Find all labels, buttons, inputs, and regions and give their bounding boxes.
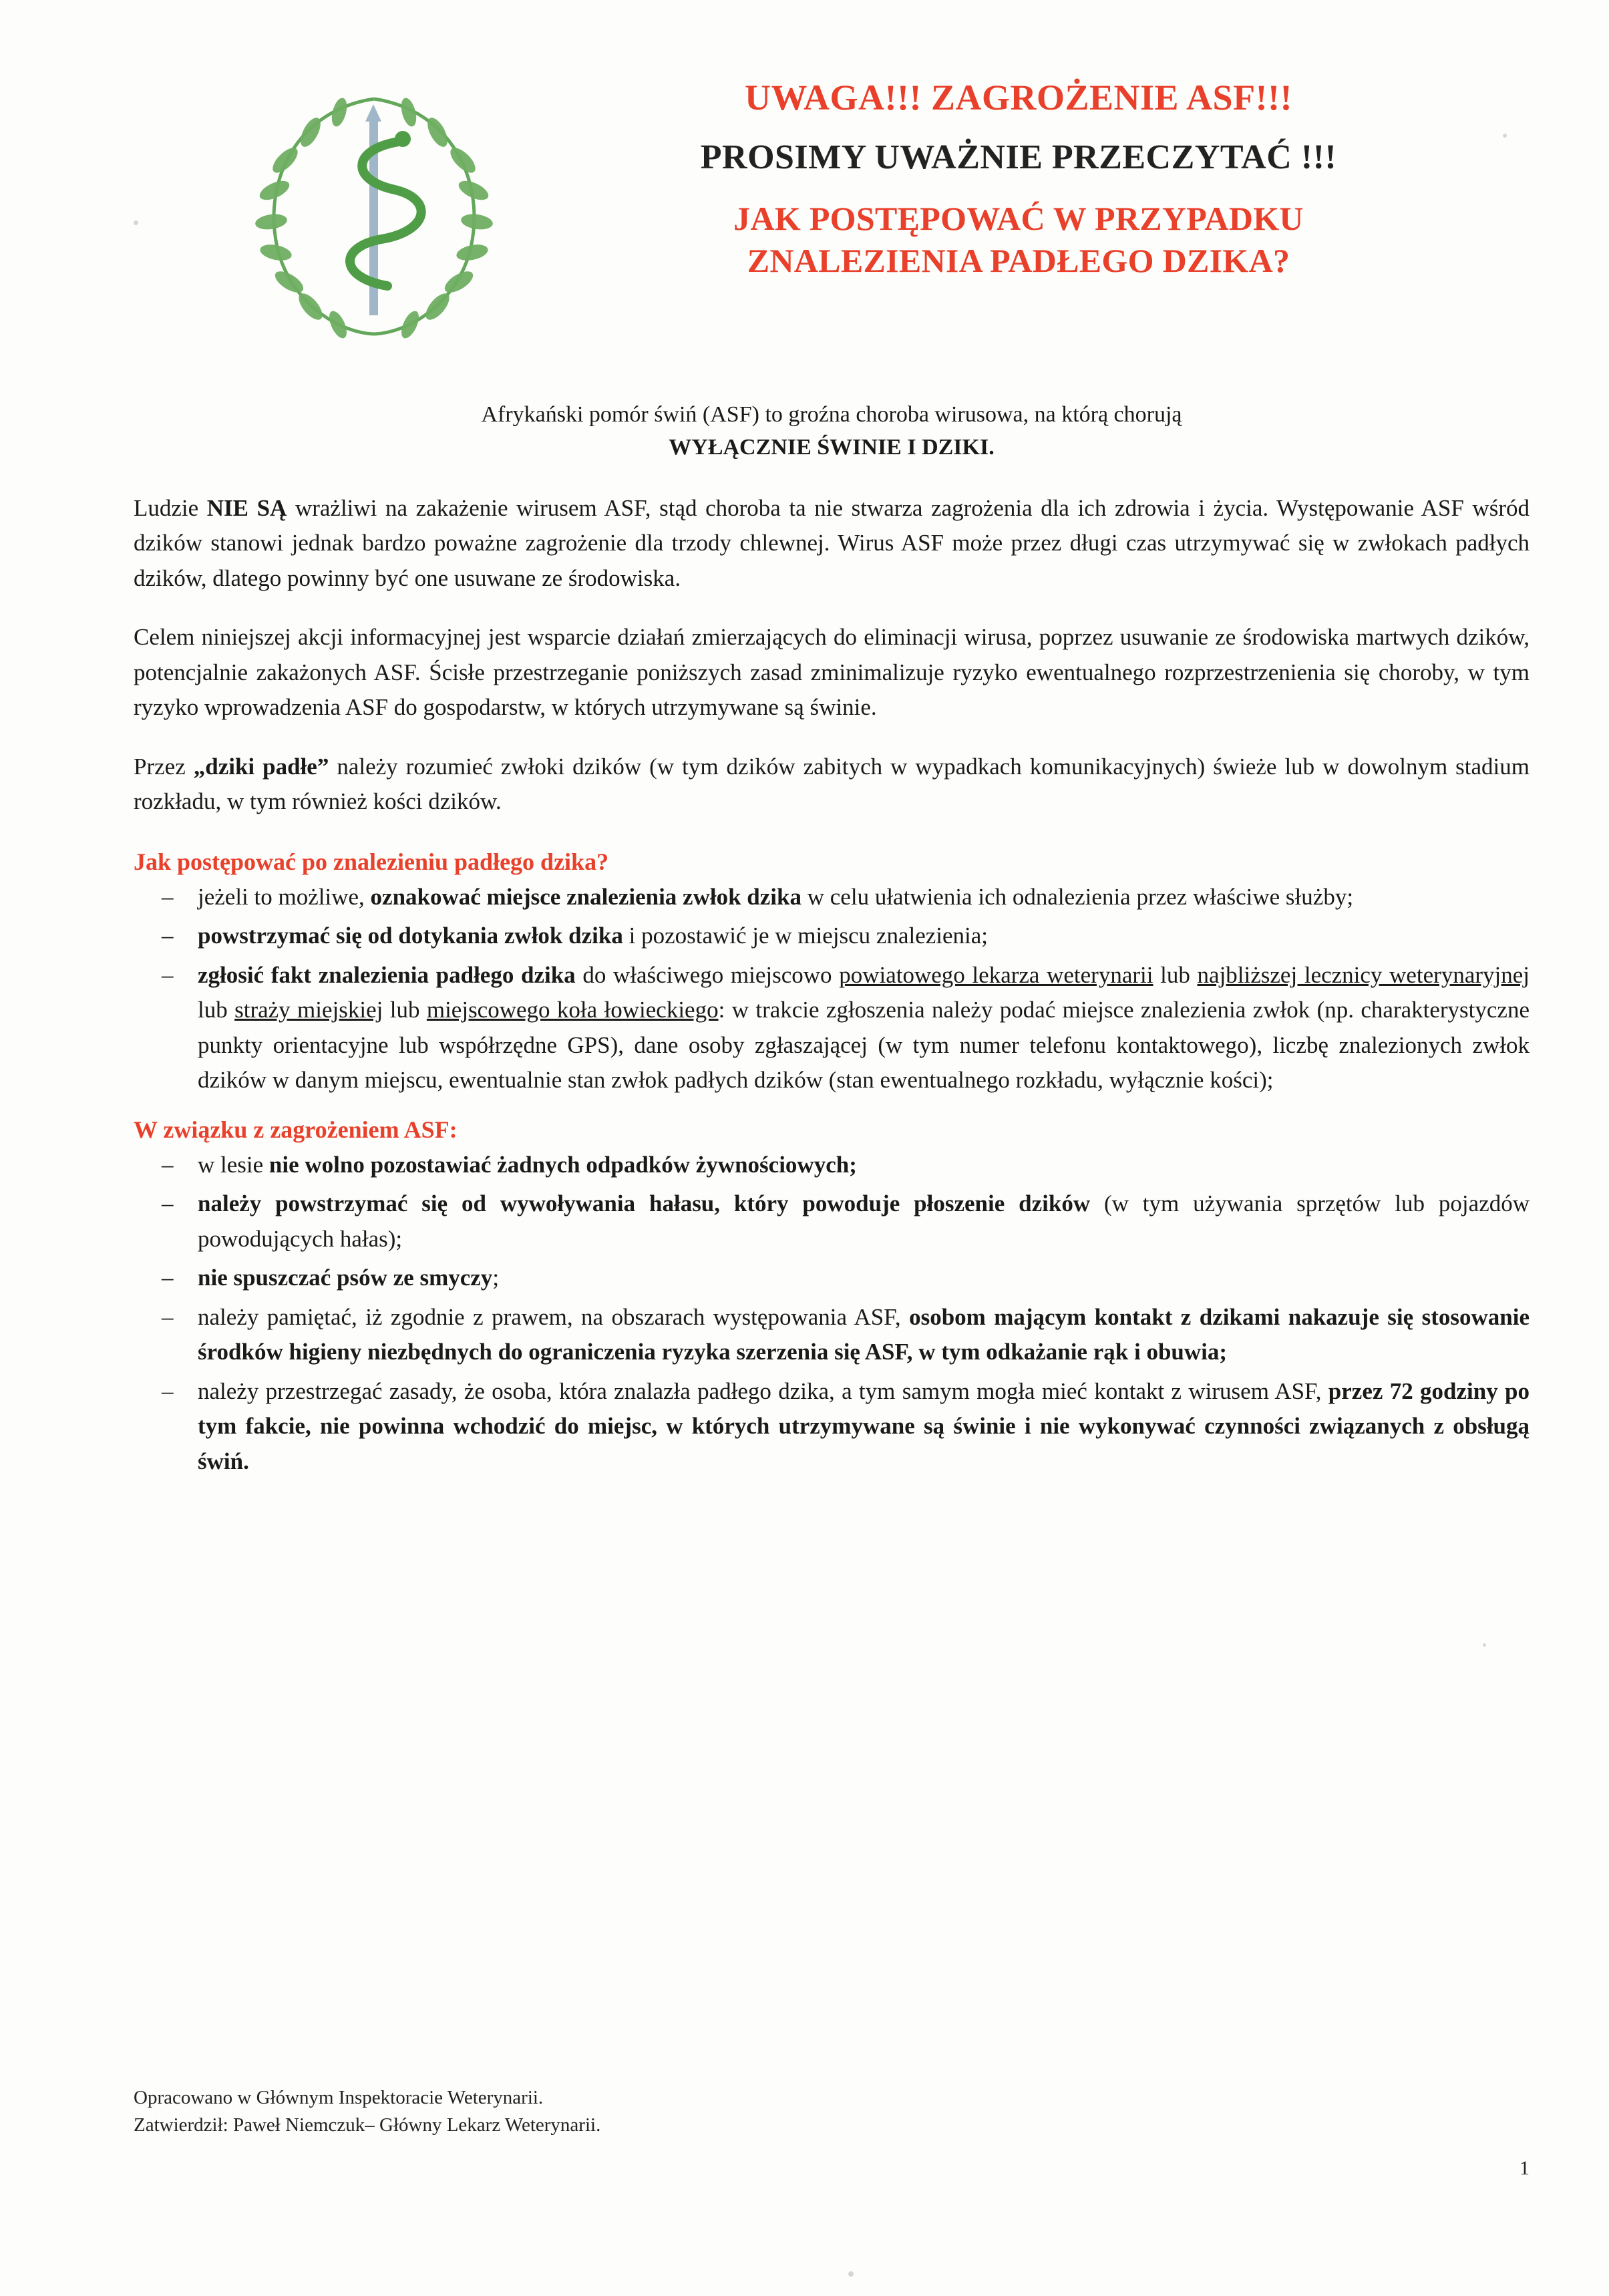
text-run: (w tym używania sprzętów lub pojazdów powodujących hałas); xyxy=(198,1190,1530,1252)
emphasis-text: przez 72 godziny po tym fakcie, nie powinna wchodzić do miejsc, w których utrzymywane są świnie i nie wykonywać czynności związanych z obsługą świń. xyxy=(198,1377,1530,1474)
list-item xyxy=(134,880,1530,915)
body-paragraphs xyxy=(134,491,1530,820)
underlined-text: straży miejskiej xyxy=(234,997,383,1023)
footer-line-prepared-by: Opracowano w Głównym Inspektoracie Weterynarii. xyxy=(134,2087,544,2108)
text-run: i pozostawić je w miejscu znalezienia; xyxy=(622,923,989,949)
paragraph xyxy=(134,750,1530,820)
text-run: należy przestrzegać zasady, że osoba, która znalazła padłego dzika, a tym samym mogła mieć kontakt z wirusem ASF, xyxy=(198,1377,1328,1404)
read-carefully-title: PROSIMY UWAŻNIE PRZECZYTAĆ !!! xyxy=(700,138,1337,176)
list-item xyxy=(134,1261,1530,1296)
document-content xyxy=(134,67,1530,1483)
emphasis-text: nie spuszczać psów ze smyczy xyxy=(198,1265,493,1291)
emphasis-text: NIE SĄ xyxy=(206,494,287,521)
text-run: w celu ułatwienia ich odnalezienia przez właściwe służby; xyxy=(801,883,1354,910)
document-header xyxy=(134,67,1530,381)
paragraph xyxy=(134,620,1530,725)
text-run: jeżeli to możliwe, xyxy=(198,883,371,910)
text-run: do właściwego miejscowo xyxy=(575,961,840,988)
what-to-do-list xyxy=(134,880,1530,1098)
emphasis-text: nie wolno pozostawiać żadnych odpadków żywnościowych; xyxy=(269,1151,857,1178)
header-titles xyxy=(508,67,1530,282)
emphasis-text: zgłosić fakt znalezienia padłego dzika xyxy=(198,961,576,988)
text-run: należy pamiętać, iż zgodnie z prawem, na obszarach występowania ASF, xyxy=(198,1303,910,1330)
page-number: 1 xyxy=(1519,2157,1530,2179)
list-item xyxy=(134,1186,1530,1257)
text-run: lub xyxy=(198,997,235,1023)
underlined-text: najbliższej lecznicy weterynaryjnej xyxy=(1197,961,1530,988)
paragraph xyxy=(134,491,1530,597)
intro-block xyxy=(134,398,1530,464)
intro-line1: Afrykański pomór świń (ASF) to groźna choroba wirusowa, na którą chorują xyxy=(481,402,1182,427)
list-item xyxy=(134,1300,1530,1370)
emphasis-text: należy powstrzymać się od wywoływania hałasu, który powoduje płoszenie dzików xyxy=(198,1190,1091,1217)
list-item xyxy=(134,958,1530,1098)
instruction-title-line1: JAK POSTĘPOWAĆ W PRZYPADKU xyxy=(733,200,1304,238)
section-heading-what-to-do: Jak postępować po znalezieniu padłego dzika? xyxy=(134,848,609,875)
list-item xyxy=(134,919,1530,954)
emphasis-text: „dziki padłe” xyxy=(193,753,329,780)
list-item xyxy=(134,1374,1530,1480)
text-run: lub xyxy=(383,997,427,1023)
text-run: Celem niniejszej akcji informacyjnej jest wsparcie działań zmierzających do eliminacji wirusa, poprzez usuwanie ze środowiska martwych dzików, potencjalnie zakażonych ASF. Ścisłe przestrzeganie poniższych zasad zminimalizuje ryzyko ewentualnego rozprzestrzenienia się choroby, w tym ryzyko wprowadzenia ASF do gospodarstw, w których utrzymywane są świnie. xyxy=(134,624,1530,721)
underlined-text: powiatowego lekarza weterynarii xyxy=(839,961,1153,988)
emphasis-text: osobom mającym kontakt z dzikami nakazuje się stosowanie środków higieny niezbędnych do ograniczenia ryzyka szerzenia się ASF, w tym odkażanie rąk i obuwia; xyxy=(198,1303,1530,1365)
emphasis-text: powstrzymać się od dotykania zwłok dzika xyxy=(198,923,623,949)
text-run: należy rozumieć zwłoki dzików (w tym dzików zabitych w wypadkach komunikacyjnych) świeże lub w dowolnym stadium rozkładu, w tym również kości dzików. xyxy=(134,753,1530,815)
section-heading-asf-threat: W związku z zagrożeniem ASF: xyxy=(134,1116,458,1143)
list-item xyxy=(134,1148,1530,1183)
veterinary-caduceus-emblem xyxy=(250,80,498,347)
emphasis-text: oznakować miejsce znalezienia zwłok dzika xyxy=(370,883,801,910)
instruction-title-line2: ZNALEZIENIA PADŁEGO DZIKA? xyxy=(747,242,1290,280)
document-footer xyxy=(134,2084,1530,2179)
footer-line-approved-by: Zatwierdził: Paweł Niemczuk– Główny Lekarz Weterynarii. xyxy=(134,2114,601,2136)
alert-title: UWAGA!!! ZAGROŻENIE ASF!!! xyxy=(744,77,1293,118)
underlined-text: miejscowego koła łowieckiego xyxy=(426,997,719,1023)
text-run: Przez xyxy=(134,753,194,780)
text-run: ; xyxy=(492,1265,500,1291)
text-run: : w trakcie zgłoszenia należy podać miejsce znalezienia zwłok (np. charakterystyczne punkty orientacyjne lub współrzędne GPS), dane osoby zgłaszającej (w tym numer telefonu kontaktowego), liczbę znalezionych zwłok dzików w danym miejscu, ewentualnie stan zwłok padłych dzików (stan ewentualnego rozkładu, wyłącznie kości); xyxy=(198,997,1530,1094)
intro-line2: WYŁĄCZNIE ŚWINIE I DZIKI. xyxy=(669,435,995,460)
asf-threat-list xyxy=(134,1148,1530,1480)
text-run: w lesie xyxy=(198,1151,269,1178)
text-run: Ludzie xyxy=(134,494,207,521)
text-run: wrażliwi na zakażenie wirusem ASF, stąd choroba ta nie stwarza zagrożenia dla ich zdrowia i życia. Występowanie ASF wśród dzików stanowi jednak bardzo poważne zagrożenie dla trzody chlewnej. Wirus ASF może przez długi czas utrzymywać się w zwłokach padłych dzików, dlatego powinny być one usuwane ze środowiska. xyxy=(134,494,1530,591)
text-run: lub xyxy=(1153,961,1198,988)
